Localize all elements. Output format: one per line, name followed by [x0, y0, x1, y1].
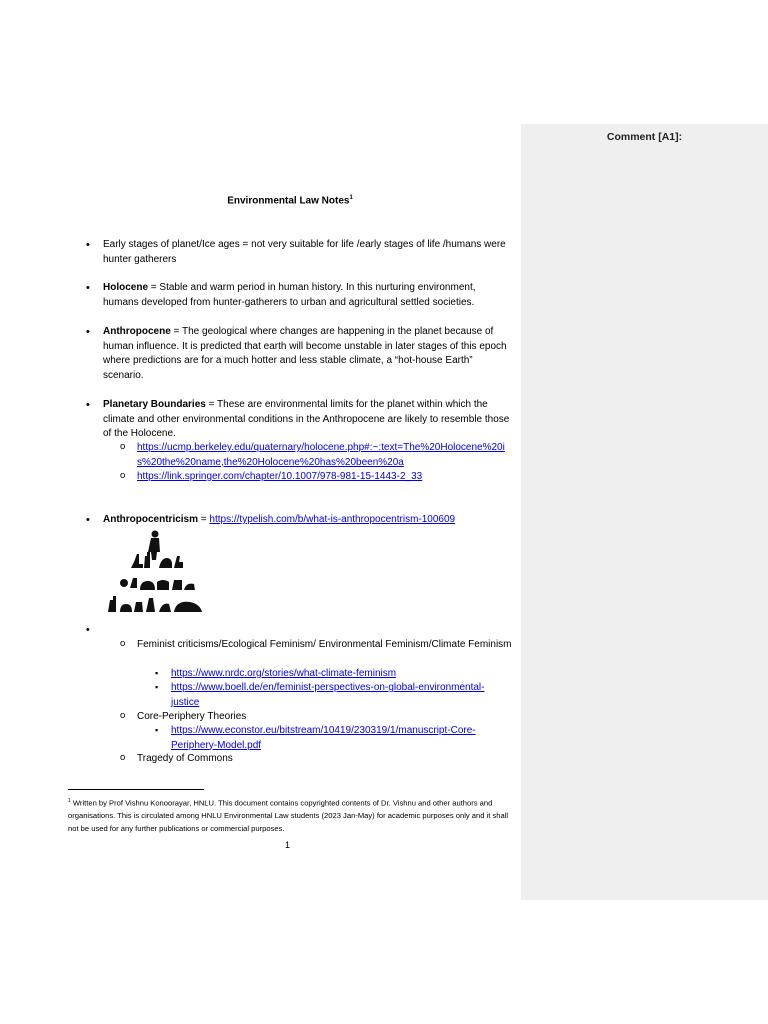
- sub-sub-item-link: [171, 681, 491, 710]
- footnote: [68, 795, 518, 835]
- term-anthropocene: Anthropocene: [103, 326, 171, 337]
- link-springer-chapter[interactable]: https://link.springer.com/chapter/10.1007/978-981-15-1443-2_33: [137, 471, 423, 482]
- bullet-planetary-boundaries: [103, 398, 513, 442]
- page-number: 1: [285, 840, 291, 850]
- sub-item-link: [137, 441, 512, 470]
- footnote-separator: [68, 789, 204, 790]
- anthropocentrism-pyramid-image: [104, 528, 206, 618]
- feminist-label: Feminist criticisms/Ecological Feminism/ Environmental Feminism/Climate Feminism: [137, 639, 512, 650]
- comments-pane[interactable]: [521, 124, 768, 900]
- bullet-early-stages: [103, 238, 513, 267]
- footnote-mark: 1: [68, 798, 71, 804]
- comment-title[interactable]: Comment [A1]:: [606, 131, 683, 143]
- bullet-anthropocentrism: [103, 513, 513, 528]
- term-planetary-boundaries: Planetary Boundaries: [103, 399, 206, 410]
- link-nrdc[interactable]: https://www.nrdc.org/stories/what-climate-feminism: [171, 668, 397, 679]
- term-holocene: Holocene: [103, 282, 149, 293]
- tragedy-label: Tragedy of Commons: [137, 753, 233, 764]
- footnote-text: Written by Prof Vishnu Konoorayar, HNLU. This document contains copyrighted contents of Dr. Vishnu and other authors and organisations. This is circulated among HNLU Environmental Law students (2023 Jan-May) for academic purposes only and it shall not be used for any further publications or commercial purposes.: [68, 798, 509, 833]
- sub-sub-item-link: [171, 724, 511, 753]
- link-boell[interactable]: https://www.boell.de/en/feminist-perspectives-on-global-environmental-justice: [171, 682, 485, 708]
- sub-item-tragedy-of-commons: [137, 752, 512, 767]
- sub-item-link: [137, 470, 512, 485]
- link-econstor[interactable]: https://www.econstor.eu/bitstream/10419/230319/1/manuscript-Core-Periphery-Model.pdf: [171, 725, 476, 751]
- sub-item-core-periphery: [137, 710, 512, 725]
- bullet-text: Early stages of planet/Ice ages = not very suitable for life /early stages of life /humans were hunter gatherers: [103, 239, 506, 265]
- link-typelish[interactable]: https://typelish.com/b/what-is-anthropocentrism-100609: [209, 514, 456, 525]
- core-periphery-label: Core-Periphery Theories: [137, 711, 247, 722]
- bullet-text: = Stable and warm period in human history. In this nurturing environment, humans developed from hunter-gatherers to urban and agricultural settled societies.: [103, 282, 476, 308]
- bullet-holocene: [103, 281, 513, 310]
- term-anthropocentrism: Anthropocentricism: [103, 514, 199, 525]
- document-title: Environmental Law Notes$^1$: [227, 195, 353, 207]
- bullet-text: = These are environmental limits for the planet within which the climate and other environmental conditions in the Anthropocene are likely to resemble those of the Holocene.: [103, 399, 510, 439]
- bullet-text: = The geological where changes are happening in the planet because of human influence. It is predicted that earth will become unstable in later stages of this epoch where predictions are for a much hotter and less stable climate, a “hot-house Earth” scenario.: [103, 326, 507, 381]
- link-ucmp-holocene[interactable]: https://ucmp.berkeley.edu/quaternary/holocene.php#:~:text=The%20Holocene%20is%20the%20name,the%20Holocene%20has%20been%20a: [137, 442, 505, 468]
- bullet-anthropocene: [103, 325, 513, 383]
- equals-separator: =: [198, 514, 210, 525]
- sub-item-feminist: [137, 638, 512, 653]
- sub-sub-item-link: [171, 667, 511, 682]
- footnote-reference[interactable]: 1: [349, 195, 353, 201]
